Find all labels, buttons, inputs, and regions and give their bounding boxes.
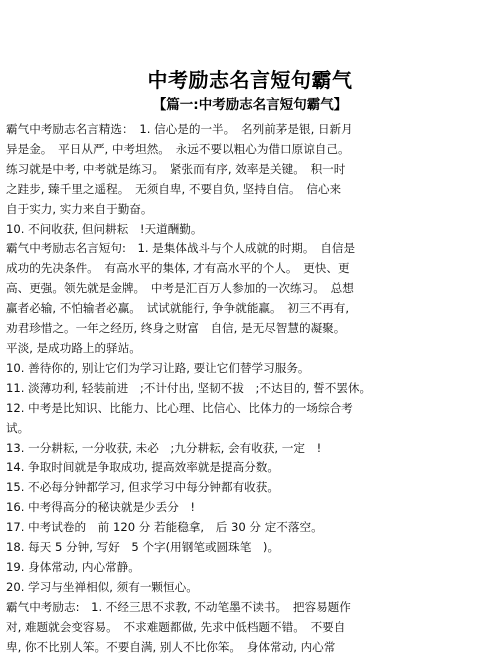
text-line: 成功的先决条件。 有高水平的集体, 才有高水平的个人。 更快、更: [6, 261, 350, 276]
text-line: 霸气中考励志名言精选： 1. 信心是的一半。 名列前茅是银, 日新月: [6, 122, 353, 136]
text-line: 高、更强。领先就是金牌。 中考是汇百万人参加的一次练习。 总想: [6, 281, 354, 296]
text-line: 15. 不必每分钟都学习, 但求学习中每分钟都有收获。: [6, 480, 279, 495]
text-line: 18. 每天 5 分钟, 写好 5 个字(用钢笔或圆珠笔 )。: [6, 540, 280, 555]
text-line: 平淡, 是成功路上的驿站。: [6, 340, 141, 355]
text-line: 10. 善待你的, 别让它们为学习让路, 要让它们替学习服务。: [6, 360, 310, 375]
page-title: 中考励志名言短句霸气: [147, 68, 353, 92]
text-line: 赢者必输, 不怕输者必赢。 试试就能行, 争争就能赢。 初三不再有,: [6, 301, 350, 316]
text-line: 自于实力, 实力来自于勤奋。: [6, 201, 153, 216]
text-line: 霸气中考励志名言短句: 1. 是集体战斗与个人成就的时期。 自信是: [6, 241, 356, 256]
text-line: 13. 一分耕耘, 一分收获, 未必 ;九分耕耘, 会有收获, 一定 !: [6, 440, 322, 455]
text-line: 之跬步, 臻千里之遥程。 无须自卑, 不要自负, 坚持自信。 信心来: [6, 181, 342, 196]
text-line: 霸气中考励志: 1. 不经三思不求教, 不动笔墨不读书。 把容易题作: [6, 599, 351, 614]
text-line: 对, 难题就会变容易。 不求难题都做, 先求中低档题不错。 不要自: [6, 619, 346, 634]
text-line: 12. 中考是比知识、比能力、比心理、比信心、比体力的一场综合考: [6, 400, 353, 415]
text-line: 练习就是中考, 中考就是练习。 紧张而有序, 效率是关键。 积一时: [6, 161, 346, 176]
text-line: 20. 学习与坐禅相似, 须有一颗恒心。: [6, 579, 198, 594]
text-line: 11. 淡薄功利, 轻装前进 ;不计付出, 坚韧不拔 ;不达目的, 誓不罢休。: [6, 380, 372, 395]
section-heading: 【篇一:中考励志名言短句霸气】: [152, 97, 348, 113]
text-line: 试。: [6, 420, 30, 435]
document-body: [6, 120, 494, 657]
text-line: 17. 中考试卷的 前 120 分 若能稳拿, 后 30 分 定不落空。: [6, 520, 323, 535]
text-line: 14. 争取时间就是争取成功, 提高效率就是提高分数。: [6, 460, 279, 475]
text-line: 10. 不问收获, 但问耕耘 !天道酬勤。: [6, 221, 203, 236]
text-line: 16. 中考得高分的秘诀就是少丢分 !: [6, 500, 196, 515]
text-line: 异是金。 平日从严, 中考坦然。 永远不要以粗心为借口原谅自己。: [6, 141, 350, 156]
text-line: 劝君珍惜之。一年之经历, 终身之财富 自信, 是无尽智慧的凝聚。: [6, 321, 346, 336]
text-line: 卑, 你不比别人笨。不要自满, 别人不比你笨。 身体常动, 内心常: [6, 639, 336, 654]
text-line: 19. 身体常动, 内心常静。: [6, 559, 140, 574]
